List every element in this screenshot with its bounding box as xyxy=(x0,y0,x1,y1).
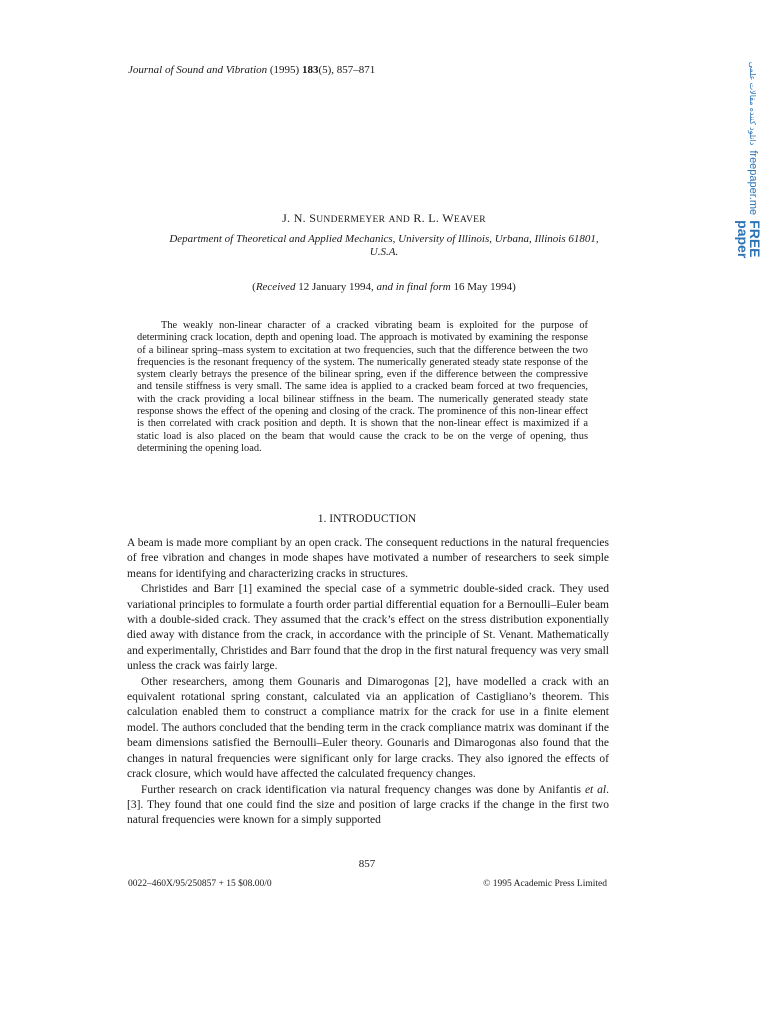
section-heading xyxy=(0,513,734,525)
freepaper-watermark[interactable] xyxy=(733,61,765,259)
author-2-surname: EAVER xyxy=(453,215,486,225)
author-1-initials: J. N. S xyxy=(282,211,317,225)
abstract: The weakly non-linear character of a cracked vibrating beam is exploited for the purpose of determining crack location, depth and opening load. The approach is motivated by examining the response of a bilinear spring–mass system to excitation at two frequencies, such that the difference between the two frequencies is the resonant frequency of the system. The numerically generated steady state response of the system clearly betrays the presence of the bilinear spring, even if the difference between the compressive and tensile stiffness is very small. The same idea is applied to a cracked beam forced at two frequencies, with the crack providing a local bilinear stiffness in the beam. The numerically generated steady state response shows the effect of the opening and closing of the crack. The prominence of this non-linear effect is then correlated with crack position and depth. It is shown that the non-linear effect is maximized if a static load is also placed on the beam that would cause the crack to be on the verge of opening, thus determining the opening load. xyxy=(137,320,588,454)
final-form-label: and in final form xyxy=(376,281,451,293)
copyright-notice: © 1995 Academic Press Limited xyxy=(483,879,607,889)
author-affiliation: Department of Theoretical and Applied Mechanics, University of Illinois, Urbana, Illinois 61801, U.S.A. xyxy=(169,233,599,258)
received-dates: (Received 12 January 1994, and in final form 16 May 1994) xyxy=(252,281,516,293)
received-label: Received xyxy=(255,281,296,293)
section-title: INTRODUCTION xyxy=(329,513,417,525)
et-al-italic: et al xyxy=(584,783,607,796)
journal-volume: 183 xyxy=(301,64,319,76)
paragraph-2: Christides and Barr [1] examined the special case of a symmetric double-sided crack. They used variational principles to formulate a fourth order partial differential equation for a Bernoulli–Euler beam with a double-sided crack. They assumed that the crack’s effect on the stress distribution exponentially died away with distance from the crack, in accordance with the principle of St. Venant. Mathematically and experimentally, Christides and Barr found that the drop in the first natural frequency was very small unless the crack was fairly large. xyxy=(127,583,609,673)
body-text xyxy=(127,536,609,829)
section-number: 1. xyxy=(317,513,327,525)
author-2-initials: R. L. W xyxy=(413,211,454,225)
journal-issue-pages: (5), 857–871 xyxy=(318,64,376,76)
author-conjunction: AND xyxy=(388,215,411,225)
watermark-site-name: freepaper.me xyxy=(747,150,759,216)
journal-year: (1995) xyxy=(269,64,300,76)
author-line xyxy=(0,211,768,226)
paragraph-4-start: Further research on crack identification via natural frequency changes was done by Anifantis xyxy=(141,783,581,796)
paragraph-3: Other researchers, among them Gounaris and Dimarogonas [2], have modelled a crack with an equivalent rotational spring constant, calculated via an application of Castigliano’s theorem. This calculation enabled them to construct a compliance matrix for the crack for use in a finite element model. The authors concluded that the bending term in the crack compliance matrix was dominant if the beam dimensions satisfied the Bernoulli–Euler theory. Gounaris and Dimarogonas also found that the changes in natural frequencies were significant only for large cracks. They also ignored the effects of crack closure, which would have affected the calculated frequency changes. xyxy=(127,675,609,781)
paragraph-4-end: . [3]. They found that one could find the size and position of large cracks if the change in the first two natural frequencies were known for a simply supported xyxy=(127,783,609,827)
watermark-arabic-text: دانلود کننده مقالات علمی xyxy=(748,61,757,146)
watermark-paper-text: paper xyxy=(735,220,751,259)
journal-name: Journal of Sound and Vibration xyxy=(128,64,268,76)
page-number: 857 xyxy=(358,858,376,870)
author-1-surname: UNDERMEYER xyxy=(316,215,386,225)
watermark-rotated-text xyxy=(737,62,761,259)
watermark-free-text: FREE xyxy=(747,220,763,258)
final-form-date: 16 May 1994 xyxy=(453,281,513,293)
received-date: 12 January 1994, xyxy=(298,281,374,293)
journal-citation xyxy=(128,64,375,76)
paragraph-4 xyxy=(127,783,609,829)
paragraph-1: A beam is made more compliant by an open crack. The consequent reductions in the natural frequencies of free vibration and changes in mode shapes have motivated a number of researchers to seek simple means for identifying and characterizing cracks in structures. xyxy=(127,537,609,580)
issn-price-code: 0022–460X/95/250857 + 15 $08.00/0 xyxy=(128,879,272,889)
